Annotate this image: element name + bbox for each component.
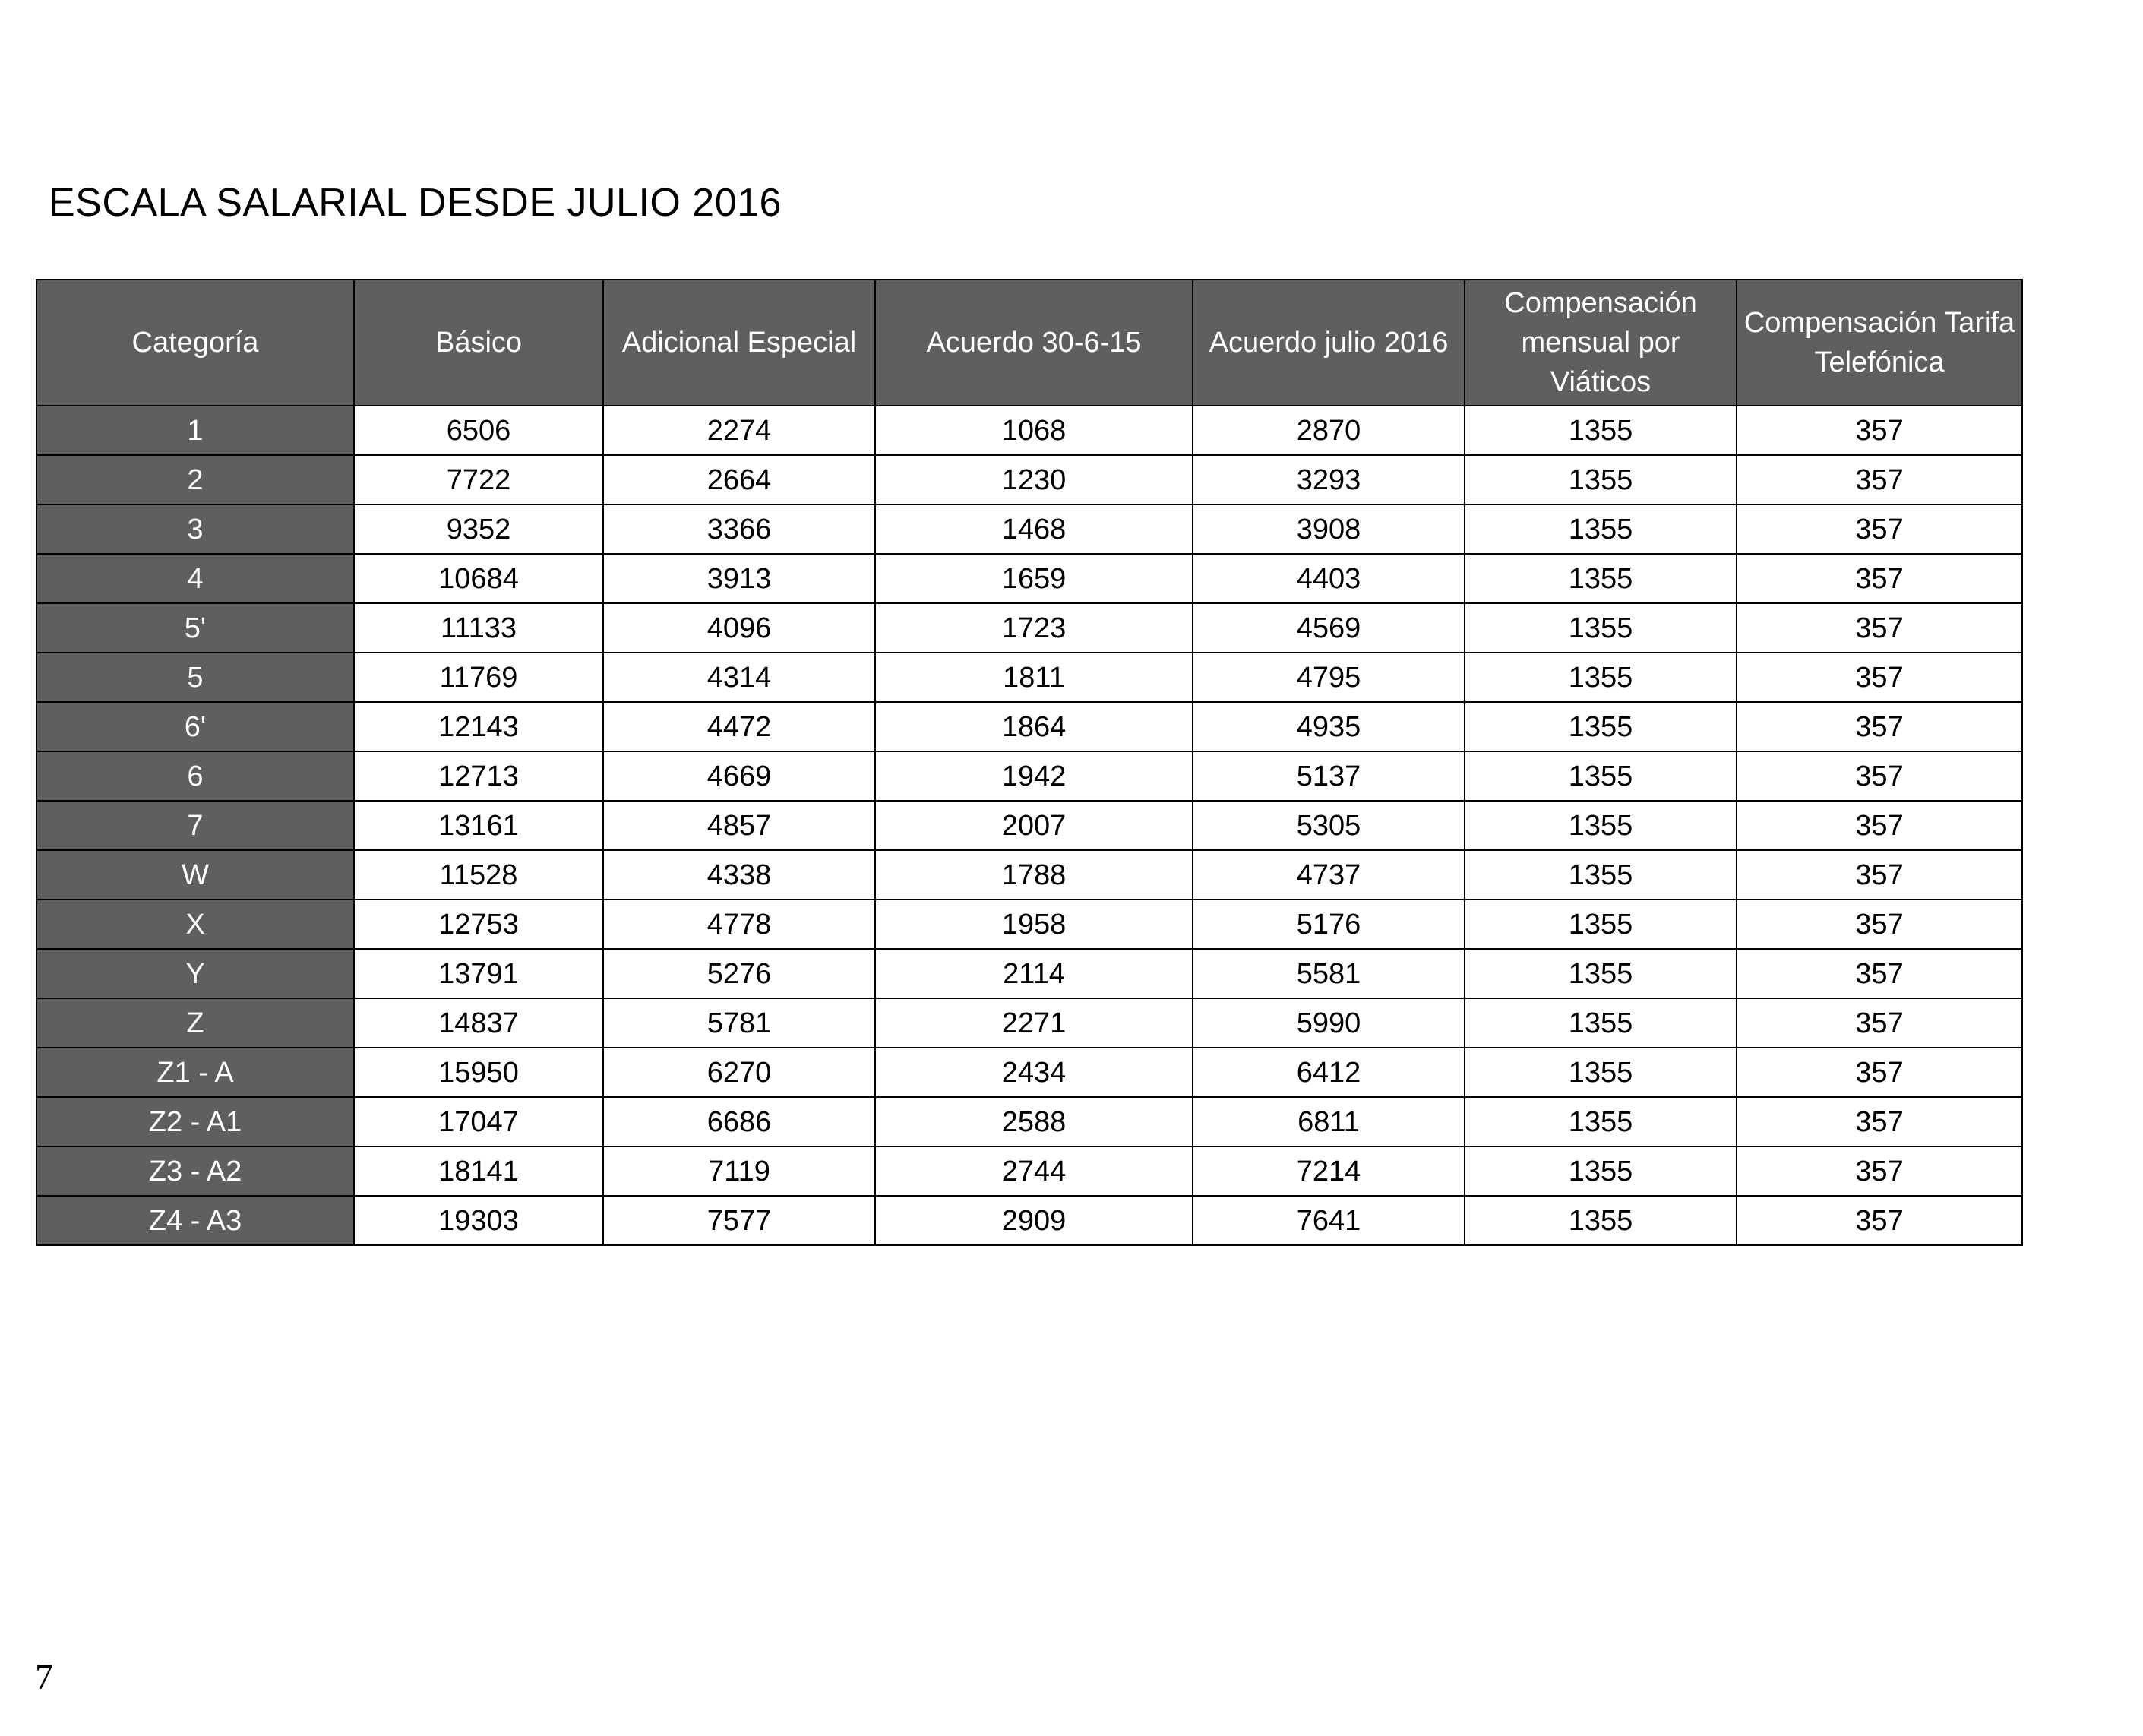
header-acuerdo-30-6-15: Acuerdo 30-6-15 [875, 280, 1193, 406]
cell-adicional-especial: 3366 [603, 504, 875, 554]
cell-acuerdo-julio-2016: 7641 [1193, 1196, 1465, 1245]
cell-categoria: 4 [36, 554, 354, 603]
cell-compensacion-viaticos: 1355 [1465, 900, 1737, 949]
cell-categoria: W [36, 850, 354, 900]
cell-compensacion-tarifa-telefonica: 357 [1737, 702, 2022, 751]
cell-basico: 6506 [354, 406, 603, 455]
cell-acuerdo-30-6-15: 2271 [875, 998, 1193, 1048]
cell-basico: 11769 [354, 653, 603, 702]
cell-categoria: Z4 - A3 [36, 1196, 354, 1245]
cell-acuerdo-julio-2016: 5176 [1193, 900, 1465, 949]
cell-basico: 11133 [354, 603, 603, 653]
cell-acuerdo-julio-2016: 7214 [1193, 1146, 1465, 1196]
cell-basico: 12143 [354, 702, 603, 751]
table-body [36, 406, 2022, 1245]
cell-compensacion-tarifa-telefonica: 357 [1737, 504, 2022, 554]
cell-categoria: 7 [36, 801, 354, 850]
table-row [36, 455, 2022, 504]
cell-adicional-especial: 4472 [603, 702, 875, 751]
cell-compensacion-tarifa-telefonica: 357 [1737, 1097, 2022, 1146]
cell-compensacion-viaticos: 1355 [1465, 603, 1737, 653]
cell-categoria: 3 [36, 504, 354, 554]
page-title: ESCALA SALARIAL DESDE JULIO 2016 [49, 181, 782, 225]
cell-compensacion-viaticos: 1355 [1465, 406, 1737, 455]
cell-categoria: Y [36, 949, 354, 998]
cell-categoria: 6 [36, 751, 354, 801]
cell-compensacion-tarifa-telefonica: 357 [1737, 603, 2022, 653]
cell-adicional-especial: 5781 [603, 998, 875, 1048]
cell-compensacion-viaticos: 1355 [1465, 1196, 1737, 1245]
cell-compensacion-tarifa-telefonica: 357 [1737, 801, 2022, 850]
cell-acuerdo-julio-2016: 3293 [1193, 455, 1465, 504]
header-basico: Básico [354, 280, 603, 406]
table-row [36, 801, 2022, 850]
cell-basico: 18141 [354, 1146, 603, 1196]
cell-basico: 14837 [354, 998, 603, 1048]
cell-basico: 12753 [354, 900, 603, 949]
cell-compensacion-tarifa-telefonica: 357 [1737, 949, 2022, 998]
cell-compensacion-viaticos: 1355 [1465, 949, 1737, 998]
cell-acuerdo-julio-2016: 4569 [1193, 603, 1465, 653]
table-row [36, 900, 2022, 949]
cell-compensacion-viaticos: 1355 [1465, 455, 1737, 504]
cell-acuerdo-julio-2016: 6811 [1193, 1097, 1465, 1146]
cell-acuerdo-julio-2016: 4935 [1193, 702, 1465, 751]
cell-adicional-especial: 3913 [603, 554, 875, 603]
cell-adicional-especial: 7577 [603, 1196, 875, 1245]
cell-categoria: 2 [36, 455, 354, 504]
header-row [36, 280, 2022, 406]
cell-acuerdo-30-6-15: 1811 [875, 653, 1193, 702]
cell-categoria: 6' [36, 702, 354, 751]
cell-compensacion-viaticos: 1355 [1465, 653, 1737, 702]
cell-basico: 11528 [354, 850, 603, 900]
header-compensacion-tarifa-telefonica: Compensación Tarifa Telefónica [1737, 280, 2022, 406]
cell-acuerdo-julio-2016: 5137 [1193, 751, 1465, 801]
cell-compensacion-tarifa-telefonica: 357 [1737, 998, 2022, 1048]
cell-compensacion-tarifa-telefonica: 357 [1737, 900, 2022, 949]
cell-compensacion-viaticos: 1355 [1465, 751, 1737, 801]
header-adicional-especial: Adicional Especial [603, 280, 875, 406]
table-row [36, 702, 2022, 751]
header-categoria: Categoría [36, 280, 354, 406]
cell-acuerdo-julio-2016: 3908 [1193, 504, 1465, 554]
cell-categoria: 5' [36, 603, 354, 653]
cell-acuerdo-julio-2016: 4403 [1193, 554, 1465, 603]
table-row [36, 603, 2022, 653]
cell-adicional-especial: 4778 [603, 900, 875, 949]
cell-basico: 9352 [354, 504, 603, 554]
cell-acuerdo-julio-2016: 5990 [1193, 998, 1465, 1048]
cell-categoria: Z2 - A1 [36, 1097, 354, 1146]
cell-adicional-especial: 2274 [603, 406, 875, 455]
table-row [36, 1048, 2022, 1097]
table-row [36, 554, 2022, 603]
table-row [36, 504, 2022, 554]
cell-acuerdo-julio-2016: 5305 [1193, 801, 1465, 850]
cell-compensacion-viaticos: 1355 [1465, 1146, 1737, 1196]
cell-acuerdo-30-6-15: 1068 [875, 406, 1193, 455]
cell-basico: 13791 [354, 949, 603, 998]
cell-acuerdo-30-6-15: 2114 [875, 949, 1193, 998]
cell-compensacion-viaticos: 1355 [1465, 801, 1737, 850]
cell-compensacion-tarifa-telefonica: 357 [1737, 554, 2022, 603]
cell-compensacion-tarifa-telefonica: 357 [1737, 1196, 2022, 1245]
cell-categoria: Z3 - A2 [36, 1146, 354, 1196]
cell-compensacion-tarifa-telefonica: 357 [1737, 1146, 2022, 1196]
table-header [36, 280, 2022, 406]
table-row [36, 850, 2022, 900]
cell-acuerdo-30-6-15: 1942 [875, 751, 1193, 801]
cell-compensacion-viaticos: 1355 [1465, 1097, 1737, 1146]
cell-acuerdo-julio-2016: 6412 [1193, 1048, 1465, 1097]
cell-adicional-especial: 6270 [603, 1048, 875, 1097]
cell-adicional-especial: 4669 [603, 751, 875, 801]
cell-compensacion-viaticos: 1355 [1465, 1048, 1737, 1097]
cell-acuerdo-30-6-15: 1230 [875, 455, 1193, 504]
table-row [36, 1196, 2022, 1245]
cell-adicional-especial: 7119 [603, 1146, 875, 1196]
cell-compensacion-tarifa-telefonica: 357 [1737, 406, 2022, 455]
cell-adicional-especial: 4857 [603, 801, 875, 850]
table-row [36, 1146, 2022, 1196]
cell-adicional-especial: 2664 [603, 455, 875, 504]
table-row [36, 751, 2022, 801]
cell-compensacion-viaticos: 1355 [1465, 702, 1737, 751]
cell-adicional-especial: 4096 [603, 603, 875, 653]
cell-compensacion-tarifa-telefonica: 357 [1737, 455, 2022, 504]
cell-acuerdo-30-6-15: 1864 [875, 702, 1193, 751]
cell-basico: 7722 [354, 455, 603, 504]
page-number: 7 [35, 1657, 53, 1697]
cell-acuerdo-30-6-15: 2007 [875, 801, 1193, 850]
cell-compensacion-viaticos: 1355 [1465, 504, 1737, 554]
cell-acuerdo-30-6-15: 1468 [875, 504, 1193, 554]
cell-adicional-especial: 4314 [603, 653, 875, 702]
cell-compensacion-tarifa-telefonica: 357 [1737, 850, 2022, 900]
cell-basico: 15950 [354, 1048, 603, 1097]
cell-compensacion-tarifa-telefonica: 357 [1737, 751, 2022, 801]
cell-acuerdo-julio-2016: 4795 [1193, 653, 1465, 702]
cell-basico: 17047 [354, 1097, 603, 1146]
cell-acuerdo-30-6-15: 1788 [875, 850, 1193, 900]
cell-acuerdo-30-6-15: 1659 [875, 554, 1193, 603]
cell-basico: 19303 [354, 1196, 603, 1245]
cell-categoria: Z [36, 998, 354, 1048]
cell-categoria: 5 [36, 653, 354, 702]
header-acuerdo-julio-2016: Acuerdo julio 2016 [1193, 280, 1465, 406]
table-row [36, 653, 2022, 702]
cell-basico: 10684 [354, 554, 603, 603]
table-row [36, 949, 2022, 998]
cell-compensacion-viaticos: 1355 [1465, 850, 1737, 900]
cell-categoria: Z1 - A [36, 1048, 354, 1097]
cell-acuerdo-30-6-15: 2588 [875, 1097, 1193, 1146]
cell-acuerdo-30-6-15: 2434 [875, 1048, 1193, 1097]
cell-categoria: 1 [36, 406, 354, 455]
cell-acuerdo-30-6-15: 2909 [875, 1196, 1193, 1245]
cell-acuerdo-julio-2016: 2870 [1193, 406, 1465, 455]
cell-compensacion-tarifa-telefonica: 357 [1737, 1048, 2022, 1097]
cell-acuerdo-30-6-15: 1958 [875, 900, 1193, 949]
cell-compensacion-viaticos: 1355 [1465, 998, 1737, 1048]
cell-adicional-especial: 4338 [603, 850, 875, 900]
cell-acuerdo-julio-2016: 4737 [1193, 850, 1465, 900]
cell-basico: 12713 [354, 751, 603, 801]
table-row [36, 406, 2022, 455]
cell-adicional-especial: 5276 [603, 949, 875, 998]
cell-compensacion-viaticos: 1355 [1465, 554, 1737, 603]
cell-acuerdo-30-6-15: 2744 [875, 1146, 1193, 1196]
cell-acuerdo-julio-2016: 5581 [1193, 949, 1465, 998]
cell-adicional-especial: 6686 [603, 1097, 875, 1146]
salary-scale-table [36, 279, 2023, 1246]
cell-acuerdo-30-6-15: 1723 [875, 603, 1193, 653]
cell-compensacion-tarifa-telefonica: 357 [1737, 653, 2022, 702]
cell-categoria: X [36, 900, 354, 949]
table-row [36, 998, 2022, 1048]
table-row [36, 1097, 2022, 1146]
header-compensacion-viaticos: Compensación mensual por Viáticos [1465, 280, 1737, 406]
cell-basico: 13161 [354, 801, 603, 850]
